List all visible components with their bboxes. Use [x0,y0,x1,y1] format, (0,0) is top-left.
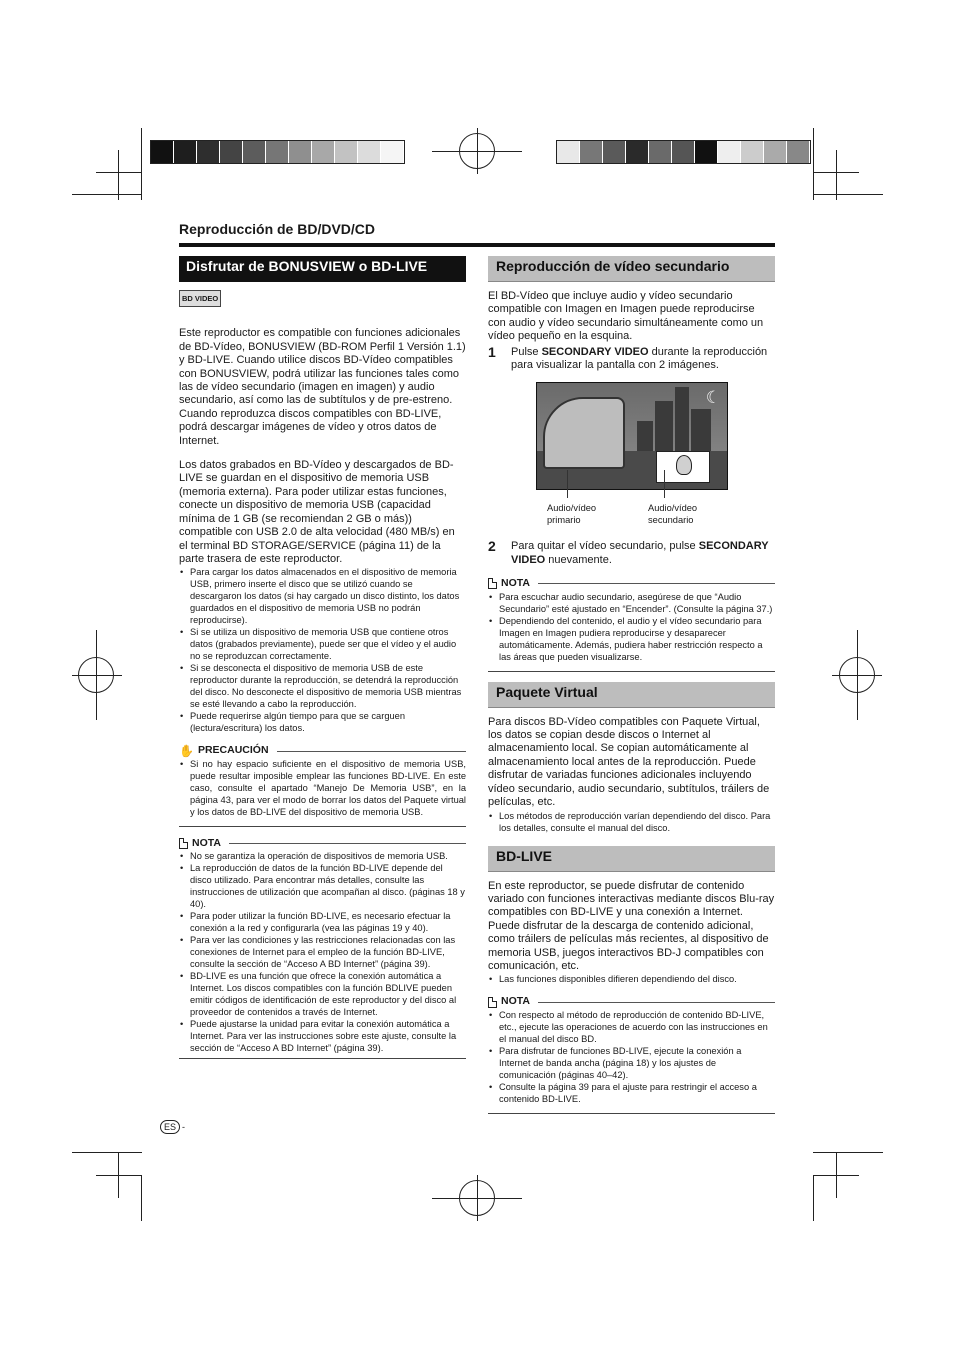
list-item: • Con respecto al método de reproducción de contenido BD-LIVE, etc., ejecute las operaciones de acuerdo con las instrucciones en el manual del disco BD. [488,1009,775,1045]
step-button-name: SECONDARY VIDEO [511,540,769,566]
page-marker [160,1120,185,1134]
list-item: • Para escuchar audio secundario, asegúrese de que “Audio Secundario” esté ajustado en “Encender”. (Consulte la página 37.) [488,591,775,615]
list-item: • Para cargar los datos almacenados en el dispositivo de memoria USB, primero inserte el disco que se utilizó cuando se descargaron los datos (si hay cargado un disco distinto, los datos guardados en el dispositivo de memoria USB no podrán reproducirse). [179,566,466,626]
bd-live-bullets [488,973,775,985]
step-text: Pulse [511,345,542,358]
moon-icon: ☾ [705,388,721,408]
list-item: • Puede requerirse algún tiempo para que se carguen (lectura/escritura) los datos. [179,710,466,734]
page-number: - [182,1122,186,1132]
note-heading [488,995,775,1008]
step-text: Para quitar el vídeo secundario, pulse [511,540,699,553]
note-label: NOTA [501,995,530,1008]
step-number: 2 [488,538,496,555]
step-number: 1 [488,343,496,360]
section-title-virtual-package: Paquete Virtual [488,682,775,708]
list-item: • La reproducción de datos de la función BD-LIVE depende del disco utilizado. Para encontrar más detalles, consulte las instrucciones de utilización que acompañan al disco. (páginas 18 y 40). [179,862,466,910]
list-item: • Para disfrutar de funciones BD-LIVE, ejecute la conexión a Internet de banda ancha (página 18) y los ajustes de comunicación (páginas 40–42). [488,1045,775,1081]
train-illustration [543,397,625,469]
section-title-bonusview: Disfrutar de BONUSVIEW o BD-LIVE [179,256,466,282]
note-icon [488,578,497,589]
note-heading [179,837,466,850]
section-title-secondary-video: Reproducción de vídeo secundario [488,256,775,282]
step-2 [488,540,775,567]
running-header: Reproducción de BD/DVD/CD [179,221,376,237]
list-item: • Si se desconecta el dispositivo de memoria USB de este reproductor durante la reproducción, se detendrá la reproducción del disco. No desconecte el dispositivo de memoria USB mientras se esté llevando a cabo la reproducción. [179,662,466,710]
divider [488,671,775,672]
note-label: NOTA [192,836,221,849]
note-icon [488,997,497,1008]
picture-in-picture-illustration [536,382,728,490]
divider [179,826,466,827]
header-rule [179,243,775,247]
secondary-video-intro: El BD-Vídeo que incluye audio y vídeo secundario compatible con Imagen en Imagen puede reproducirse con audio y vídeo secundario simultáneamente como un vídeo pequeño en la esquina. [488,290,764,343]
list-item: • Si no hay espacio suficiente en el dispositivo de memoria USB, puede resultar imposible emplear las funciones BD-LIVE. En este caso, consulte el apartado “Manejo De Memoria USB”, en la página 43, para ver el modo de borrar los datos del Paquete virtual y los datos de BD-LIVE del dispositivo de memoria USB. [179,758,466,818]
note-list [179,850,466,1054]
usb-bullets [179,566,466,734]
storage-paragraph: Los datos grabados en BD-Vídeo y descargados de BD-LIVE se guardan en el dispositivo de memoria USB (memoria externa). Para poder utilizar estas funciones, conecte un dispositivo de memoria USB (capacidad mínima de 1 GB (se recomiendan 2 GB o más)) compatible con USB 2.0 de alta velocidad (480 MB/s) en el terminal BD STORAGE/SERVICE (página 11) de la parte trasera de este reproductor. [179,459,455,565]
caution-label: PRECAUCIÓN [197,744,269,757]
caution-hand-icon: ✋ [179,744,194,759]
left-column [179,256,466,1059]
step-1 [488,343,775,373]
pip-labels [488,490,775,538]
step-text: nuevamente. [545,553,612,566]
section-title-bd-live: BD-LIVE [488,846,775,872]
caution-heading [179,744,466,757]
list-item: • Si se utiliza un dispositivo de memoria USB que contiene otros datos (grabados previamente), puede ser que el vídeo y el audio no se reproduzcan correctamente. [179,626,466,662]
label-primary: Audio/vídeo primario [547,503,597,526]
list-item: • Puede ajustarse la unidad para evitar la conexión automática a Internet. Para ver las instrucciones sobre este ajuste, consulte la sección de “Acceso A BD Internet” (página 39). [179,1018,466,1054]
step-text: durante la reproducción para visualizar la pantalla con 2 imágenes. [511,345,768,372]
list-item: • Dependiendo del contenido, el audio y el vídeo secundario para Imagen en Imagen pudiera reproducirse y desaparecer automáticamente. Además, pudiera haber restricción respecto a las áreas que pueden visualizarse. [488,615,775,663]
note-label: NOTA [501,577,530,590]
list-item: • Para poder utilizar la función BD-LIVE, es necesario efectuar la conexión a la red y configurarla (vea las páginas 19 y 40). [179,910,466,934]
virtual-package-body: Para discos BD-Vídeo compatibles con Paquete Virtual, los datos se copian desde discos o Internet al almacenamiento local. Se copian automáticamente al almacenamiento local antes de la reproducción. Puede disfrutar de variadas funciones adicionales incluyendo vídeo secundario, audio secundario, subtítulos, tráilers de películas, etc. [488,715,770,809]
list-item: • Para ver las condiciones y las restricciones relacionadas con las conexiones de Internet para el empleo de la función BD-LIVE, consulte la sección de “Acceso A BD Internet” (página 39). [179,934,466,970]
list-item: • Las funciones disponibles difieren dependiendo del disco. [488,973,775,985]
bd-video-badge: BD VIDEO [179,290,221,307]
list-item: • Consulte la página 39 para el ajuste para restringir el acceso a contenido BD-LIVE. [488,1081,775,1105]
note-icon [179,838,188,849]
list-item: • BD-LIVE es una función que ofrece la conexión automática a Internet. Los discos compatibles con la función BDLIVE pueden emitir códigos de identificación de este reproductor y del disco al proveedor de contenidos a través de Internet. [179,970,466,1018]
color-bar-left [150,140,405,164]
virtual-package-bullets [488,810,775,834]
label-secondary: Audio/vídeo secundario [648,503,698,526]
divider [179,1058,466,1059]
step-button-name: SECONDARY VIDEO [541,345,649,358]
list-item: • No se garantiza la operación de dispositivos de memoria USB. [179,850,466,862]
bd-live-body: En este reproductor, se puede disfrutar de contenido variado con funciones interactivas mediante discos Blu-ray compatibles con BD-LIVE y una conexión a Internet. Puede disfrutar de la descarga de contenido adicional, como tráilers de películas más recientes, al dispositivo de memoria USB, juegos interactivos BD-J compatibles con comunicación, etc. [488,879,775,972]
list-item: • Los métodos de reproducción varían dependiendo del disco. Para los detalles, consulte el manual del disco. [488,810,775,834]
note-list [488,1009,775,1105]
language-badge: ES [160,1120,180,1134]
note-heading [488,577,775,590]
note-list [488,591,775,663]
divider [488,1113,775,1114]
color-bar-right [556,140,811,164]
caution-list [179,758,466,818]
intro-paragraph: Este reproductor es compatible con funciones adicionales de BD-Vídeo, BONUSVIEW (BD-ROM Perfil 1 Versión 1.1) y BD-LIVE. Cuando utilice discos BD-Vídeo compatibles con BONUSVIEW, podrá utilizar las funciones tales como las de vídeo secundario (imagen en imagen) y audio secundario, así como las de subtítulos y de pre-estreno. Cuando reproduzca discos compatibles con BD-LIVE, podrá descargar imágenes de vídeo y otros datos de Internet. [179,327,466,447]
right-column [488,256,775,1114]
